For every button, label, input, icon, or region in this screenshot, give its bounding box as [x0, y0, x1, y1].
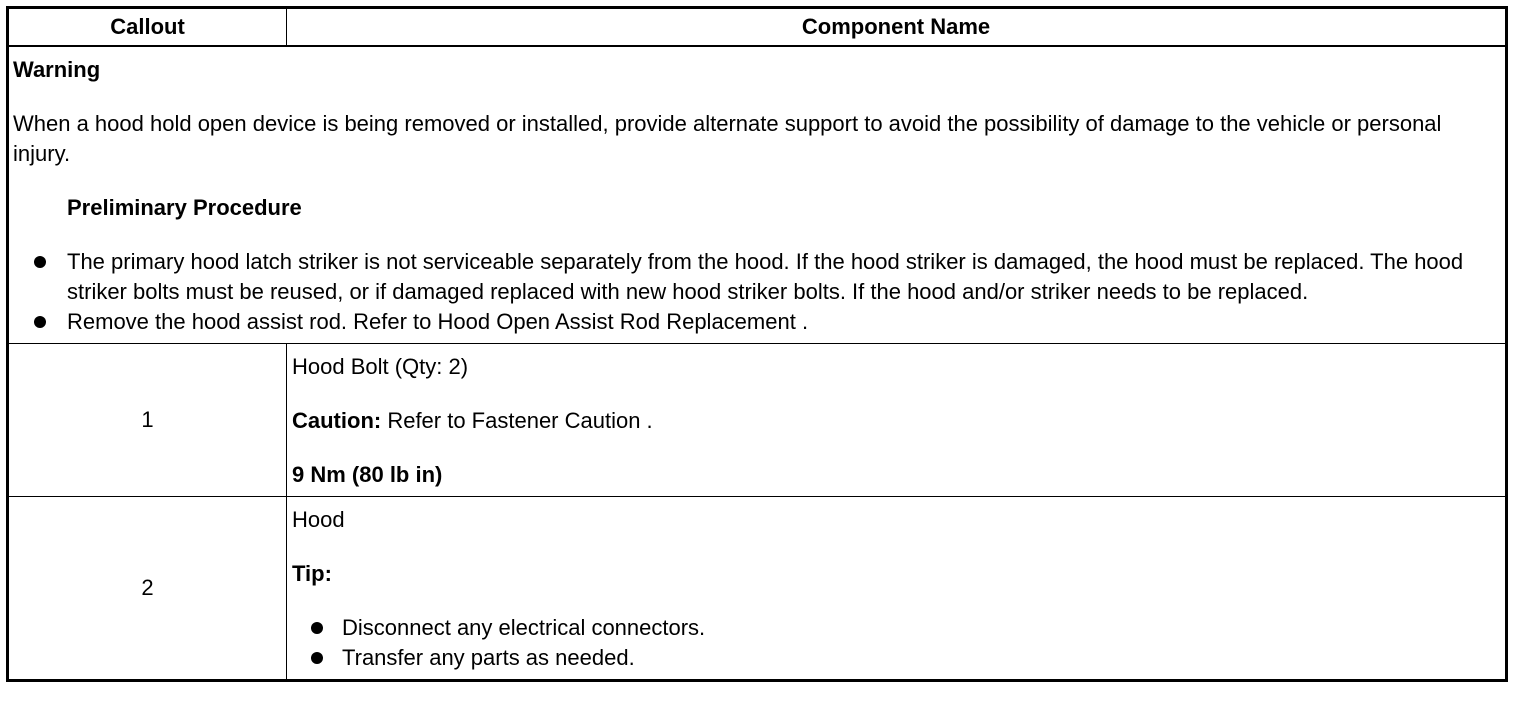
component-name: Hood [292, 507, 345, 532]
warning-body: When a hood hold open device is being removed or installed, provide alternate support to avoid the possibility of damage to the vehicle or personal injury. [13, 111, 1442, 166]
warning-cell [8, 46, 1507, 344]
table-row [8, 497, 1507, 681]
tip-list [292, 613, 1499, 673]
caution-text: Refer to Fastener Caution . [381, 408, 653, 433]
component-cell [287, 497, 1507, 681]
component-cell [287, 344, 1507, 497]
component-name: Hood Bolt (Qty: 2) [292, 354, 469, 379]
callout-number: 1 [8, 344, 287, 497]
procedure-table [6, 6, 1508, 682]
tip-item: Transfer any parts as needed. [292, 643, 1499, 673]
callout-header: Callout [8, 8, 287, 47]
torque-spec: 9 Nm (80 lb in) [292, 462, 443, 487]
warning-row [8, 46, 1507, 344]
callout-number: 2 [8, 497, 287, 681]
preliminary-item: Remove the hood assist rod. Refer to Hood Open Assist Rod Replacement . [13, 307, 1499, 337]
preliminary-item: The primary hood latch striker is not serviceable separately from the hood. If the hood striker is damaged, the hood must be replaced. The hood striker bolts must be reused, or if damaged replaced with new hood striker bolts. If the hood and/or striker needs to be replaced. [13, 247, 1499, 307]
header-row [8, 8, 1507, 47]
caution-label: Caution: [292, 408, 382, 433]
preliminary-list [13, 247, 1499, 337]
caution-line [292, 406, 1499, 436]
preliminary-procedure-title: Preliminary Procedure [67, 195, 302, 220]
table-row [8, 344, 1507, 497]
warning-title: Warning [13, 57, 101, 82]
tip-item: Disconnect any electrical connectors. [292, 613, 1499, 643]
component-name-header: Component Name [287, 8, 1507, 47]
tip-label: Tip: [292, 561, 332, 586]
